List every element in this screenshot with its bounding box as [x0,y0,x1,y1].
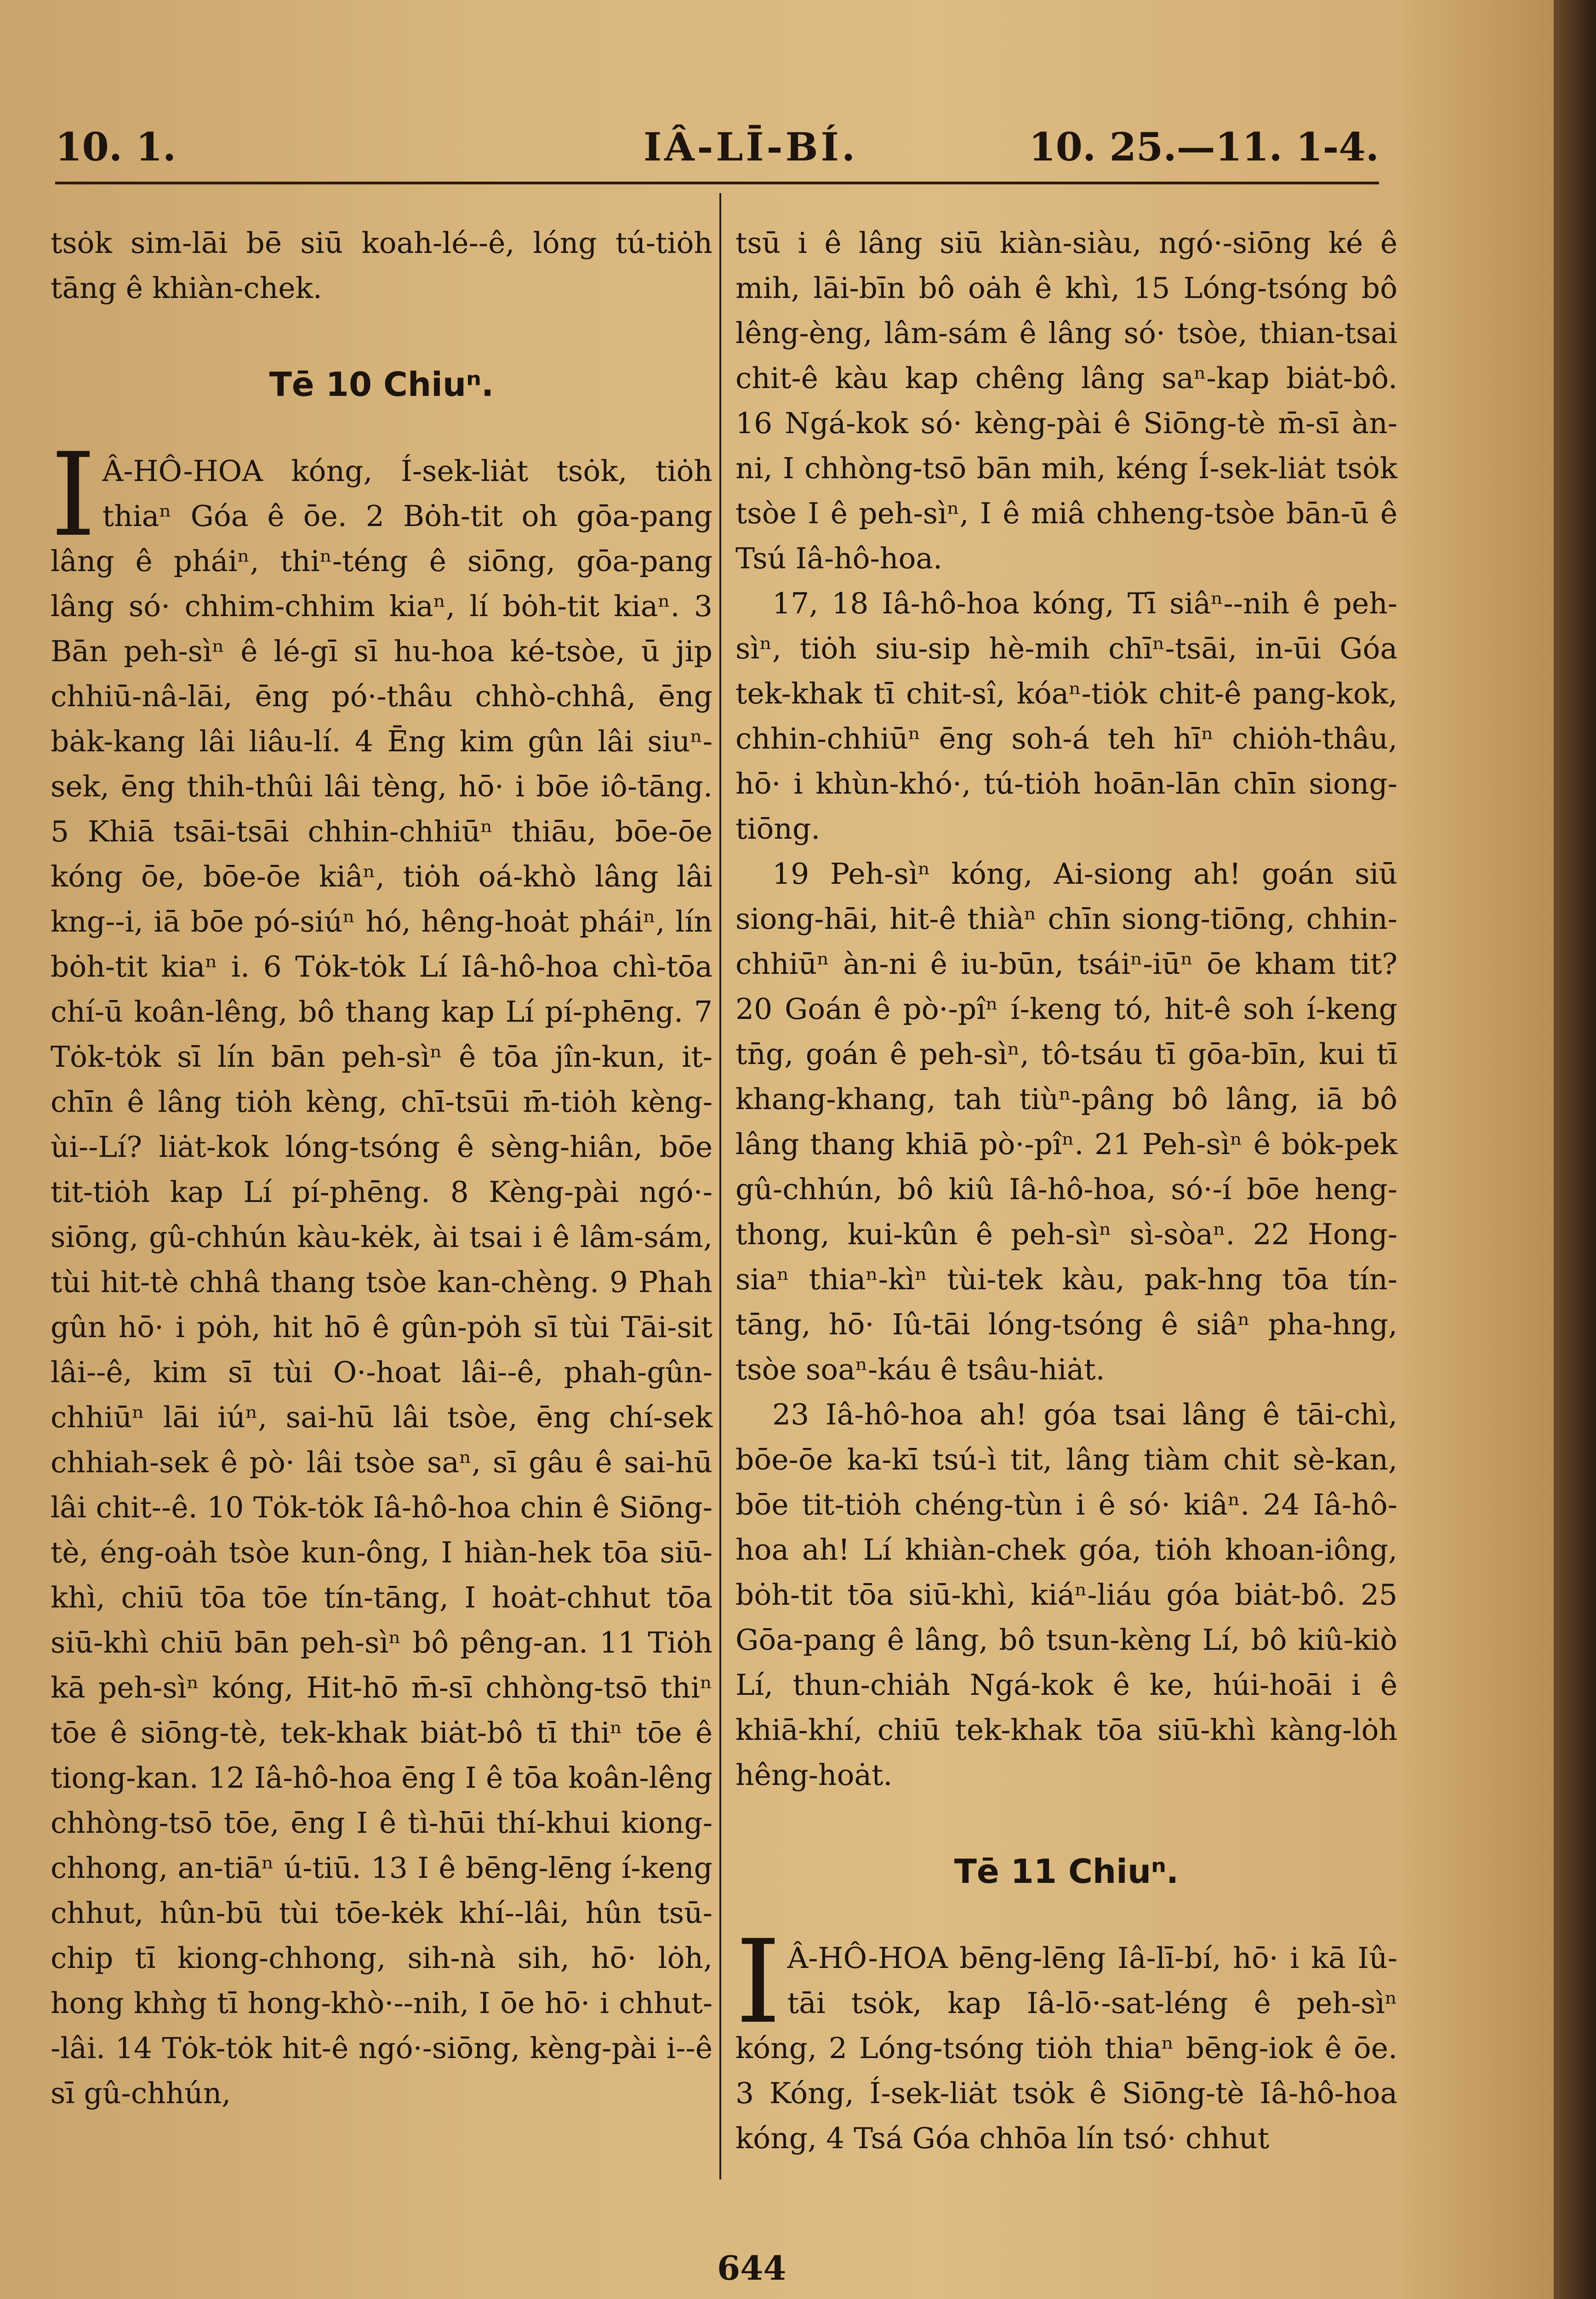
drop-cap-letter: I [51,428,96,562]
chapter-10-text: Â-HÔ-HOA kóng, Í-sek-liȧt tsȯk, tiȯh thiaⁿ Góa ê ōe. 2 Bȯh-tit oh gōa-pang lâng ê pháiⁿ, thiⁿ-téng ê siōng, gōa-pang lâng só· chhim-chhim kiaⁿ, lí bȯh-tit kiaⁿ. 3 Bān peh-sìⁿ ê lé-gī sī hu-hoa ké-tsòe, ū jip chhiū-nâ-lāi, ēng pó·-thâu chhò-chhâ, ēng bȧk-kang lâi liâu-lí. 4 Ēng kim gûn lâi siuⁿ-sek, ēng thih-thûi lâi tèng, hō· i bōe iô-tāng. 5 Khiā tsāi-tsāi chhin-chhiūⁿ thiāu, bōe-ōe kóng ōe, bōe-ōe kiâⁿ, tiȯh oá-khò lâng lâi kng--i, iā bōe pó-siúⁿ hó, hêng-hoȧt pháiⁿ, lín bȯh-tit kiaⁿ i. 6 Tȯk-tȯk Lí Iâ-hô-hoa chì-tōa chí-ū koân-lêng, bô thang kap Lí pí-phēng. 7 Tȯk-tȯk sī lín bān peh-sìⁿ ê tōa jîn-kun, it-chīn ê lâng tiȯh kèng, chī-tsūi m̄-tiȯh kèng-ùi--Lí? liȧt-kok lóng-tsóng ê sèng-hiân, bōe tit-tiȯh kap Lí pí-phēng. 8 Kèng-pài ngó·-siōng, gû-chhún kàu-kėk, ài tsai i ê lâm-sám, tùi hit-tè chhâ thang tsòe kan-chèng. 9 Phah gûn hō· i pȯh, hit hō ê gûn-pȯh sī tùi Tāi-sit lâi--ê, kim sī tùi O·-hoat lâi--ê, phah-gûn-chhiūⁿ lāi iúⁿ, sai-hū lâi tsòe, ēng chí-sek chhiah-sek ê pò· lâi tsòe saⁿ, sī gâu ê sai-hū lâi chit--ê. 10 Tȯk-tȯk Iâ-hô-hoa chin ê Siōng-tè, éng-oȧh tsòe kun-ông, I hiàn-hek tōa siū-khì, chiū tōa tōe tín-tāng, I hoȧt-chhut tōa siū-khì chiū bān peh-sìⁿ bô pêng-an. 11 Tiȯh kā peh-sìⁿ kóng, Hit-hō m̄-sī chhòng-tsō thiⁿ tōe ê siōng-tè, tek-khak biȧt-bô tī thiⁿ tōe ê tiong-kan. 12 Iâ-hô-hoa ēng I ê tōa koân-lêng chhòng-tsō tōe, ēng I ê tì-hūi thí-khui kiong-chhong, an-tiāⁿ ú-tiū. 13 I ê bēng-lēng í-keng chhut, hûn-bū tùi tōe-kėk khí--lâi, hûn tsū-chip tī kiong-chhong, sih-nà sih, hō· lȯh, hong khǹg tī hong-khò·--nih, I ōe hō· i chhut--lâi. 14 Tȯk-tȯk hit-ê ngó·-siōng, kèng-pài i--ê sī gû-chhún, [51,454,712,2110]
chapter-11-opening-paragraph [735,1915,1397,2161]
header-book-title: IÂ-LĪ-BÍ. [644,124,858,170]
verses-17-18: 17, 18 Iâ-hô-hoa kóng, Tī siâⁿ--nih ê peh-sìⁿ, tiȯh siu-sip hè-mih chīⁿ-tsāi, in-ūi Góa tek-khak tī chit-sî, kóaⁿ-tiȯk chit-ê pang-kok, chhin-chhiūⁿ ēng soh-á teh hīⁿ chiȯh-thâu, hō· i khùn-khó·, tú-tiȯh hoān-lān chīn siong-tiōng. [735,587,1397,846]
chapter-11-heading: Tē 11 Chiuⁿ. [954,1852,1179,1891]
chapter-10-opening-paragraph [51,428,712,2116]
column-divider [719,193,721,2179]
running-header [55,120,1379,175]
left-column [51,221,712,2116]
right-column [735,221,1397,2161]
chapter-10-heading: Tē 10 Chiuⁿ. [269,365,494,404]
header-verse-range: 10. 25.—11. 1-4. [1029,124,1379,170]
verses-19-22: 19 Peh-sìⁿ kóng, Ai-siong ah! goán siū siong-hāi, hit-ê thiàⁿ chīn siong-tiōng, chhin-chhiūⁿ àn-ni ê iu-būn, tsáiⁿ-iūⁿ ōe kham tit? 20 Goán ê pò·-pîⁿ í-keng tó, hit-ê soh í-keng tn̄g, goán ê peh-sìⁿ, tô-tsáu tī gōa-bīn, kui tī khang-khang, tah tiùⁿ-pâng bô lâng, iā bô lâng thang khiā pò·-pîⁿ. 21 Peh-sìⁿ ê bȯk-pek gû-chhún, bô kiû Iâ-hô-hoa, só·-í bōe heng-thong, kui-kûn ê peh-sìⁿ sì-sòaⁿ. 22 Hong-siaⁿ thiaⁿ-kìⁿ tùi-tek kàu, pak-hng tōa tín-tāng, hō· Iû-tāi lóng-tsóng ê siâⁿ pha-hng, tsòe soaⁿ-káu ê tsâu-hiȧt. [735,857,1397,1386]
chapter-11-text: Â-HÔ-HOA bēng-lēng Iâ-lī-bí, hō· i kā Iû-tāi tsȯk, kap Iâ-lō·-sat-léng ê peh-sìⁿ kóng, 2 Lóng-tsóng tiȯh thiaⁿ bēng-iok ê ōe. 3 Kóng, Í-sek-liȧt tsȯk ê Siōng-tè Iâ-hô-hoa kóng, 4 Tsá Góa chhōa lín tsó· chhut [735,1941,1397,2155]
page-edge-shadow [1554,0,1596,2299]
header-verse-start: 10. 1. [55,124,177,170]
verses-14-16: tsū i ê lâng siū kiàn-siàu, ngó·-siōng ké ê mih, lāi-bīn bô oȧh ê khì, 15 Lóng-tsóng bô lêng-èng, lâm-sám ê lâng só· tsòe, thian-tsai chit-ê kàu kap chêng lâng saⁿ-kap biȧt-bô. 16 Ngá-kok só· kèng-pài ê Siōng-tè m̄-sī àn-ni, I chhòng-tsō bān mih, kéng Í-sek-liȧt tsȯk tsòe I ê peh-sìⁿ, I ê miâ chheng-tsòe bān-ū ê Tsú Iâ-hô-hoa. [735,226,1397,575]
page-number: 644 [717,2248,787,2288]
verses-23-25: 23 Iâ-hô-hoa ah! góa tsai lâng ê tāi-chì, bōe-ōe ka-kī tsú-ì tit, lâng tiàm chit sè-kan, bōe tit-tiȯh chéng-tùn i ê só· kiâⁿ. 24 Iâ-hô-hoa ah! Lí khiàn-chek góa, tiȯh khoan-iông, bȯh-tit tōa siū-khì, kiáⁿ-liáu góa biȧt-bô. 25 Gōa-pang ê lâng, bô tsun-kèng Lí, bô kiû-kiò Lí, thun-chiȧh Ngá-kok ê ke, húi-hoāi i ê khiā-khí, chiū tek-khak tōa siū-khì kàng-lȯh hêng-hoȧt. [735,1398,1397,1792]
drop-cap-letter-11: I [735,1915,781,2049]
header-rule [55,182,1379,189]
continuation-paragraph: tsȯk sim-lāi bē siū koah-lé--ê, lóng tú-tiȯh tāng ê khiàn-chek. [51,226,712,305]
